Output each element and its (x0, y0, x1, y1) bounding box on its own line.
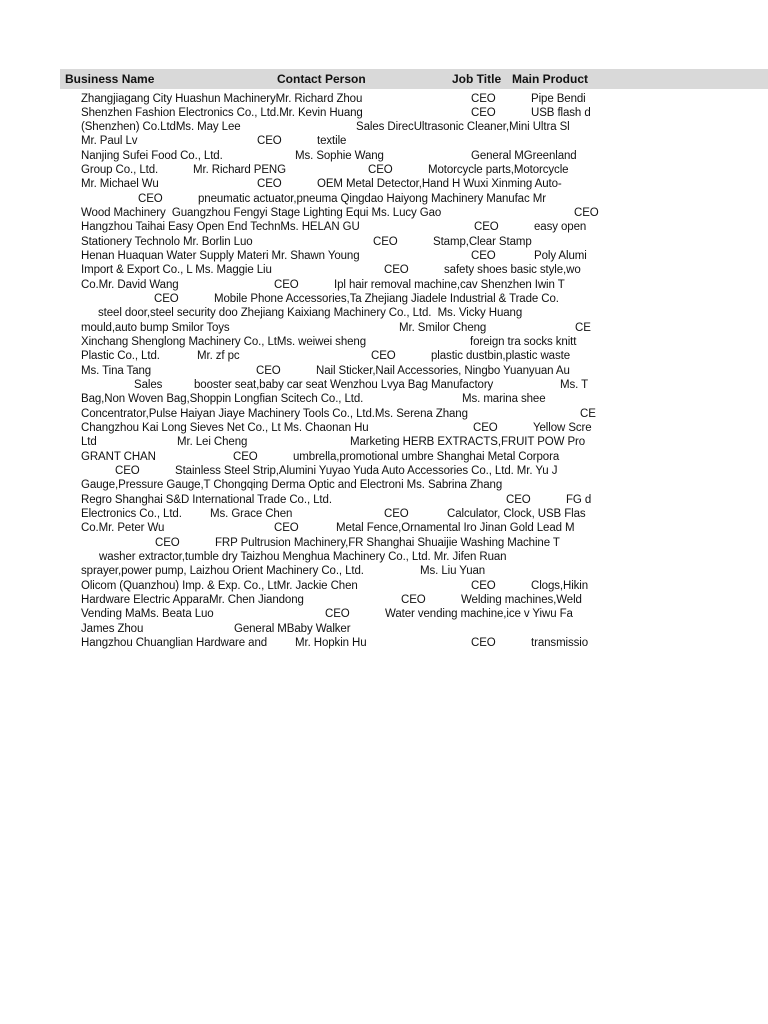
cell: Regro Shanghai S&D International Trade Co., Ltd. (81, 494, 332, 506)
cell: booster seat,baby car seat Wenzhou Lvya Bag Manufactory (194, 379, 494, 391)
cell: CEO (474, 221, 499, 233)
cell: Clogs,Hikin (531, 580, 589, 592)
cell: CE (580, 408, 596, 420)
cell: Import & Export Co., L Ms. Maggie Liu (81, 264, 272, 276)
cell: Vending MaMs. Beata Luo (81, 608, 214, 620)
cell: CEO (256, 365, 281, 377)
cell: transmissio (531, 637, 589, 649)
cell: Marketing HERB EXTRACTS,FRUIT POW Pro (350, 436, 586, 448)
cell: plastic dustbin,plastic waste (431, 350, 571, 362)
cell: CEO (138, 193, 163, 205)
header-job-title[interactable]: Job Title (452, 72, 502, 86)
cell: pneumatic actuator,pneuma Qingdao Haiyong Machinery Manufac Mr (198, 193, 546, 205)
cell: CEO (154, 293, 179, 305)
cell: Gauge,Pressure Gauge,T Chongqing Derma Optic and Electroni Ms. Sabrina Zhang (81, 479, 503, 491)
cell: Stamp,Clear Stamp (433, 236, 532, 248)
cell: sprayer,power pump, Laizhou Orient Machinery Co., Ltd. (81, 565, 364, 577)
header-contact-person[interactable]: Contact Person (277, 72, 366, 86)
cell: Group Co., Ltd. (81, 164, 159, 176)
header-business-name[interactable]: Business Name (65, 72, 155, 86)
cell: GRANT CHAN (81, 451, 156, 463)
cell: CEO (401, 594, 426, 606)
cell: General MGreenland (471, 150, 577, 162)
cell: Ms. T (560, 379, 589, 391)
cell: CEO (471, 580, 496, 592)
cell: Mr. Smilor Cheng (399, 322, 487, 334)
cell: Calculator, Clock, USB Flas (447, 508, 586, 520)
cell: umbrella,promotional umbre Shanghai Metal Corpora (293, 451, 560, 463)
cell: CEO (155, 537, 180, 549)
cell: CEO (384, 508, 409, 520)
cell: textile (317, 135, 347, 147)
cell: CEO (274, 279, 299, 291)
cell: Mr. zf pc (197, 350, 240, 362)
cell: Stainless Steel Strip,Alumini Yuyao Yuda Auto Accessories Co., Ltd. Mr. Yu J (175, 465, 558, 477)
cell: Ms. Tina Tang (81, 365, 152, 377)
header-main-product[interactable]: Main Product (512, 72, 589, 86)
cell: Mr. Lei Cheng (177, 436, 248, 448)
cell: Electronics Co., Ltd. (81, 508, 182, 520)
cell: washer extractor,tumble dry Taizhou Menghua Machinery Co., Ltd. Mr. Jifen Ruan (99, 551, 507, 563)
cell: Plastic Co., Ltd. (81, 350, 160, 362)
cell: CEO (257, 178, 282, 190)
cell: Welding machines,Weld (461, 594, 582, 606)
cell: foreign tra socks knitt (470, 336, 577, 348)
cell: Wood Machinery Guangzhou Fengyi Stage Lighting Equi Ms. Lucy Gao (81, 207, 442, 219)
cell: CEO (368, 164, 393, 176)
cell: Shenzhen Fashion Electronics Co., Ltd.Mr. Kevin Huang (81, 107, 363, 119)
cell: CEO (473, 422, 498, 434)
cell: Yellow Scre (533, 422, 592, 434)
cell: CEO (471, 637, 496, 649)
cell: safety shoes basic style,wo (444, 264, 581, 276)
cell: Xinchang Shenglong Machinery Co., LtMs. weiwei sheng (81, 336, 367, 348)
cell: Mr. Paul Lv (81, 135, 138, 147)
cell: mould,auto bump Smilor Toys (81, 322, 230, 334)
cell: James Zhou (81, 623, 144, 635)
cell: Sales DirecUltrasonic Cleaner,Mini Ultra Sl (356, 121, 570, 133)
cell: Mr. Michael Wu (81, 178, 159, 190)
cell: Mr. Hopkin Hu (295, 637, 367, 649)
cell: (Shenzhen) Co.LtdMs. May Lee (81, 121, 241, 133)
cell: Nail Sticker,Nail Accessories, Ningbo Yuanyuan Au (316, 365, 570, 377)
cell: Ms. Grace Chen (210, 508, 293, 520)
cell: CEO (115, 465, 140, 477)
cell: CEO (233, 451, 258, 463)
cell: CEO (471, 107, 496, 119)
cell: Ms. Sophie Wang (295, 150, 384, 162)
cell: Concentrator,Pulse Haiyan Jiaye Machinery Tools Co., Ltd.Ms. Serena Zhang (81, 408, 468, 420)
cell: CEO (384, 264, 409, 276)
cell: CEO (471, 93, 496, 105)
cell: Mobile Phone Accessories,Ta Zhejiang Jiadele Industrial & Trade Co. (214, 293, 559, 305)
cell: Pipe Bendi (531, 93, 586, 105)
cell: Co.Mr. Peter Wu (81, 522, 165, 534)
cell: Ltd (81, 436, 97, 448)
cell: CE (575, 322, 591, 334)
cell: General MBaby Walker (234, 623, 351, 635)
cell: Hardware Electric ApparaMr. Chen Jiandong (81, 594, 304, 606)
cell: CEO (574, 207, 599, 219)
cell: CEO (325, 608, 350, 620)
cell: Changzhou Kai Long Sieves Net Co., Lt Ms. Chaonan Hu (81, 422, 369, 434)
cell: Hangzhou Taihai Easy Open End TechnMs. HELAN GU (81, 221, 360, 233)
spreadsheet-body (0, 89, 599, 669)
cell: Poly Alumi (534, 250, 587, 262)
cell: Nanjing Sufei Food Co., Ltd. (81, 150, 223, 162)
cell: CEO (371, 350, 396, 362)
cell: CEO (373, 236, 398, 248)
cell: Olicom (Quanzhou) Imp. & Exp. Co., LtMr. Jackie Chen (81, 580, 358, 592)
cell: CEO (257, 135, 282, 147)
cell: Zhangjiagang City Huashun MachineryMr. Richard Zhou (81, 93, 363, 105)
cell: Hangzhou Chuanglian Hardware and (81, 637, 268, 649)
cell: Ipl hair removal machine,cav Shenzhen Iwin T (334, 279, 565, 291)
cell: CEO (471, 250, 496, 262)
cell: Mr. Richard PENG (193, 164, 286, 176)
cell: Ms. marina shee (462, 393, 546, 405)
cell: Motorcycle parts,Motorcycle (428, 164, 569, 176)
cell: Bag,Non Woven Bag,Shoppin Longfian Scitech Co., Ltd. (81, 393, 364, 405)
cell: CEO (506, 494, 531, 506)
cell: OEM Metal Detector,Hand H Wuxi Xinming Auto- (317, 178, 562, 190)
cell: FRP Pultrusion Machinery,FR Shanghai Shuaijie Washing Machine T (215, 537, 560, 549)
cell: steel door,steel security doo Zhejiang Kaixiang Machinery Co., Ltd. Ms. Vicky Huang (98, 307, 523, 319)
cell: Metal Fence,Ornamental Iro Jinan Gold Lead M (336, 522, 575, 534)
cell: CEO (274, 522, 299, 534)
cell: Co.Mr. David Wang (81, 279, 179, 291)
cell: Water vending machine,ice v Yiwu Fa (385, 608, 573, 620)
column-header-row (60, 69, 768, 89)
cell: FG d (566, 494, 592, 506)
cell: USB flash d (531, 107, 591, 119)
cell: easy open (534, 221, 587, 233)
cell: Ms. Liu Yuan (420, 565, 486, 577)
cell: Henan Huaquan Water Supply Materi Mr. Shawn Young (81, 250, 360, 262)
cell: Sales (134, 379, 163, 391)
cell: Stationery Technolo Mr. Borlin Luo (81, 236, 253, 248)
